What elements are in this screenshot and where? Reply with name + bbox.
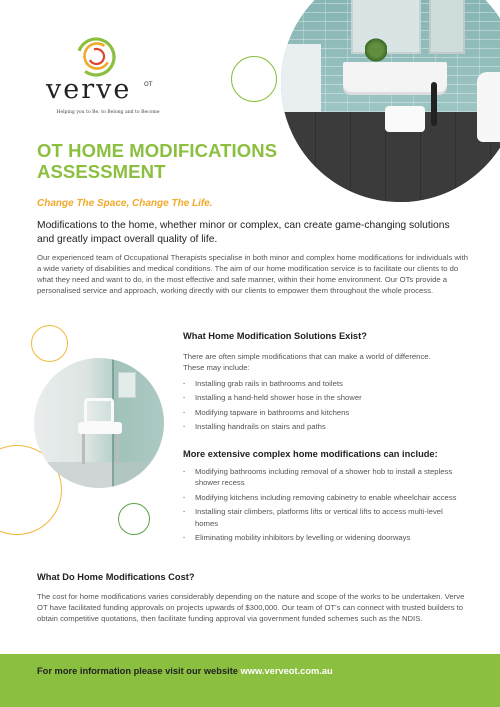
list-item: · Installing grab rails in bathrooms and toilets — [183, 378, 463, 389]
list-item: · Installing stair climbers, platforms lifts or vertical lifts to access multi-level homes — [183, 506, 463, 529]
decorative-ring — [31, 325, 68, 362]
list-item: · Modifying kitchens including removing cabinetry to enable wheelchair access — [183, 492, 463, 503]
decorative-ring — [118, 503, 150, 535]
cost-heading: What Do Home Modifications Cost? — [37, 572, 195, 582]
footer-banner — [0, 654, 500, 707]
logo-tagline: Helping you to Be, to Belong and to Become — [56, 110, 160, 115]
bathroom-photo — [281, 0, 500, 202]
logo-suffix: OT — [144, 81, 153, 88]
list-item: · Installing a hand-held shower hose in the shower — [183, 392, 463, 403]
list-item: · Modifying tapware in bathrooms and kitchens — [183, 407, 463, 418]
page-title: OT HOME MODIFICATIONS ASSESSMENT — [37, 140, 278, 182]
cost-paragraph: The cost for home modifications varies considerably depending on the nature and scope of the works to be undertaken. Verve OT have facilitated funding approvals on projects upwards of $300,000. Our team of OT's can connect with trusted builders to obtain competitive quotations, then facilitate funding approval via government funded schemes such as the NDIS. — [37, 592, 465, 623]
list-item: · Eliminating mobility inhibitors by levelling or widening doorways — [183, 532, 463, 543]
solutions-heading: What Home Modification Solutions Exist? — [183, 331, 367, 341]
list-item: · Modifying bathrooms including removal of a shower hob to install a stepless shower recess — [183, 466, 463, 489]
footer-label: For more information please visit our website — [37, 666, 238, 676]
list-item: · Installing handrails on stairs and paths — [183, 421, 463, 432]
shower-chair-photo — [34, 358, 164, 488]
decorative-ring — [231, 56, 277, 102]
intro-paragraph: Our experienced team of Occupational Therapists specialise in both minor and complex home modifications for individuals with a wide variety of disabilities and medical conditions. The aim of our home modification service is to facilitate our clients to do what they need and want to do, in the most effective and safe manner, within their home environment. Our OTs provide a personalised service and approach, working directly with our clients to empower them throughout the whole process. — [37, 253, 469, 295]
complex-heading: More extensive complex home modifications can include: — [183, 449, 438, 459]
footer-text — [37, 666, 333, 676]
logo-wordmark: verve — [46, 74, 132, 105]
tagline: Change The Space, Change The Life. — [37, 198, 213, 209]
verve-ot-logo — [38, 30, 178, 122]
solutions-paragraph: There are often simple modifications that can make a world of difference. These may include: — [183, 352, 431, 373]
simple-modifications-list — [183, 378, 463, 436]
complex-modifications-list — [183, 466, 463, 547]
website-link[interactable]: www.verveot.com.au — [240, 666, 333, 676]
swirl-logo-icon — [75, 36, 117, 78]
lead-paragraph: Modifications to the home, whether minor or complex, can create game-changing solutions and greatly impact overall quality of life. — [37, 220, 450, 245]
